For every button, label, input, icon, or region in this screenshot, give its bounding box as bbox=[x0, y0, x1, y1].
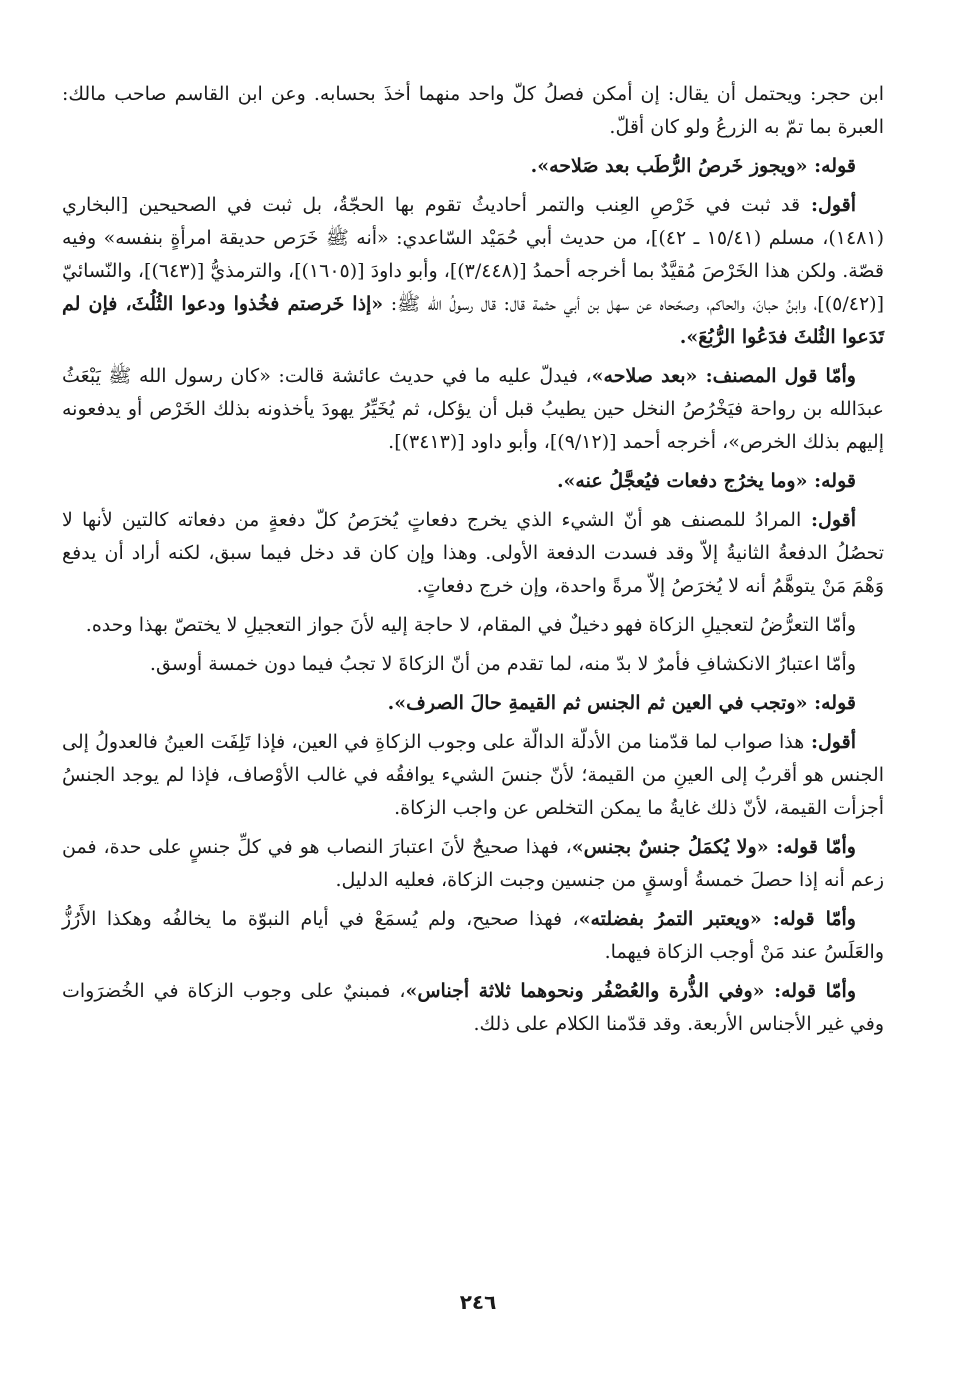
paragraph-text: هذا صواب لما قدّمنا من الأدلّة الدالّة على وجوب الزكاةِ في العين، فإذا تَلِفَت العينُ فالعدولُ إلى الجنس هو أقربُ إلى العينِ من القيمة؛ لأنّ جنسَ الشيء يوافقُه في غالب الأوْصاف، فإذا لم يوجد الجنسُ أجزأت القيمة، لأنّ ذلك غايةُ ما يمكن التخلص عن واجب الزكاة. bbox=[62, 731, 884, 819]
paragraph-lead: وأمّا قوله: bbox=[768, 836, 856, 858]
paragraph-text: ، فيدلّ عليه ما في حديث عائشة قالت: «كان رسول الله ﷺ يَبْعَثُ عبدَالله بن رواحة فيَخْرُصُ النخل حين يطيبُ قبل أن يؤكل، ثم يُخَيِّرُ يهودَ يأخذونه بذلك الخَرْص أو يدفعونه إليهم بذلك الخرص»، أخرجه أحمد [(٩/١٢)]، وأبو داود [(٣٤١٣)]. bbox=[62, 365, 884, 453]
paragraph-text: قد ثبت في خَرْصِ العِنب والتمر أحاديثُ تقوم بها الحجّةُ، بل ثبت في الصحيحين [البخاري (١٤٨١)، مسلم (١٥/٤١ ـ ٤٢)]، من حديث أبي حُمَيْد السّاعدي: «أنه ﷺ خَرَص حديقة امرأةٍ بنفسه» وفيه قصّة. ولكن هذا الخَرْصَ مُقيَّدٌ بما أخرجه أحمدُ [(٣/٤٤٨)]، وأبو داودَ [(١٦٠٥)]، والترمذيُّ [(٦٤٣)]، والنّسائيّ [(٥/٤٢)]، وابنُ حبانَ، والحاكم، وصحّحاه عن سهل بن أبي حثمة قال: قال رسولُ الله ﷺ: bbox=[62, 194, 884, 315]
paragraph-7 bbox=[62, 609, 884, 642]
paragraph-text: ابن حجر: ويحتمل أن يقال: إن أمكن فصلُ كلّ واحد منهما أخذَ بحسابه. وعن ابن القاسم صاحب مالك: العبرة بما تمّ به الزرعُ ولو كان أقلّ. bbox=[62, 83, 884, 138]
paragraph-text: ، فهذا صحيحٌ لأنَ اعتبارَ النصاب هو في كلِّ جنسٍ على حدة، فمن زعم أنه إذا حصلَ خمسةُ أوسقٍ من جنسين وجبت الزكاة، فعليه الدليل. bbox=[62, 836, 884, 891]
paragraph-10 bbox=[62, 726, 884, 825]
paragraph-quote: «ويجوز خَرصُ الرُّطَب بعد صَلاحه». bbox=[530, 155, 808, 177]
paragraph-8 bbox=[62, 648, 884, 681]
paragraph-lead: وأمّا قول المصنف: bbox=[697, 365, 856, 387]
paragraph-4 bbox=[62, 360, 884, 459]
paragraph-quote: «وما يخرُج دفعات فيُعجَّلُ عنه». bbox=[556, 470, 808, 492]
paragraph-lead: أقول: bbox=[801, 509, 856, 531]
paragraph-lead: أقول: bbox=[800, 194, 856, 216]
paragraph-quote: «وفي الذُّرة والعُصْفُر ونحوهما ثلاثة أجناس» bbox=[405, 980, 765, 1002]
paragraph-quote: «ويعتبر التمرُ بفضلته» bbox=[578, 908, 762, 930]
paragraph-12 bbox=[62, 903, 884, 969]
paragraph-text: وأمّا التعرُّضُ لتعجيلِ الزكاة فهو دخيلٌ في المقام، لا حاجة إليه لأنَ جواز التعجيلِ لا يختصّ بهذا وحده. bbox=[85, 614, 856, 636]
paragraph-3 bbox=[62, 189, 884, 354]
paragraph-quote: «بعد صلاحه» bbox=[591, 365, 698, 387]
paragraph-quote: «ولا يُكمَلُ جنسٌ بجنس» bbox=[571, 836, 769, 858]
paragraph-lead: وأمّا قوله: bbox=[761, 908, 856, 930]
paragraph-6 bbox=[62, 504, 884, 603]
paragraph-lead: أقول: bbox=[804, 731, 856, 753]
paragraph-lead: قوله: bbox=[807, 692, 856, 714]
paragraph-quote: «إذا خَرصتم فخُذوا ودعوا الثُلُثَ، فإن لم تَدَعوا الثُلثَ فدَعُوا الرُّبُعَ». bbox=[62, 293, 884, 348]
paragraph-2 bbox=[62, 150, 884, 183]
paragraph-text: ، فمبنيٌ على وجوب الزكاة في الخُضرَوات وفي غير الأجناس الأربعة. وقد قدّمنا الكلام على ذلك. bbox=[62, 980, 884, 1035]
paragraph-text: ، فهذا صحيح، ولم يُسمَعْ في أيام النبوّة ما يخالفُه وهكذا الأَرُزُّ والعَلَسُ عند مَنْ أوجب الزكاة فيهما. bbox=[62, 908, 884, 963]
paragraph-9 bbox=[62, 687, 884, 720]
page-body bbox=[62, 78, 884, 1047]
paragraph-text: وأمّا اعتبارُ الانكشافِ فأمرٌ لا بدّ منه، لما تقدم من أنّ الزكاةَ لا تجبُ فيما دون خمسة أوسق. bbox=[149, 653, 856, 675]
paragraph-1 bbox=[62, 78, 884, 144]
paragraph-lead: قوله: bbox=[807, 155, 856, 177]
paragraph-text: المرادُ للمصنف هو أنّ الشيء الذي يخرج دفعاتٍ يُخرَصُ كلّ دفعةٍ من دفعاته كالتين لأنها لا تحصُلُ الدفعةُ الثانيةُ إلاّ وقد فسدت الدفعة الأولى. وهذا وإن كان قد دخل فيما سبق، لكنه أراد أن يدفع وَهْمَ مَنْ يتوهَّمُ أنه لا يُخرَصُ إلاّ مرةً واحدة، وإن خرج دفعاتٍ. bbox=[62, 509, 884, 597]
paragraph-lead: قوله: bbox=[807, 470, 856, 492]
page-number: ٢٤٦ bbox=[459, 1290, 497, 1314]
paragraph-quote: «وتجب في العين ثم الجنس ثم القيمةِ حالَ الصرف». bbox=[387, 692, 808, 714]
paragraph-5 bbox=[62, 465, 884, 498]
paragraph-13 bbox=[62, 975, 884, 1041]
paragraph-11 bbox=[62, 831, 884, 897]
paragraph-lead: وأمّا قوله: bbox=[764, 980, 856, 1002]
